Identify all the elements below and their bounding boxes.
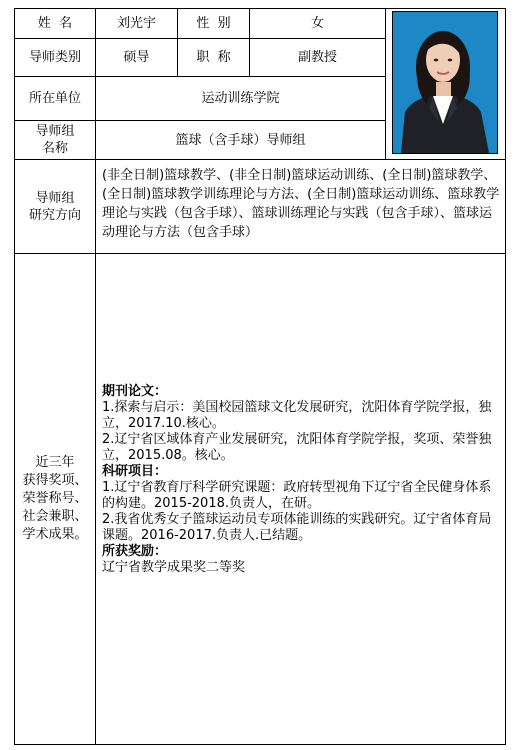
group-value	[95, 120, 386, 160]
title-value-text: 副教授	[297, 50, 337, 65]
gender-value-text: 女	[310, 16, 324, 31]
gender-label	[177, 8, 250, 39]
research-direction-value	[95, 159, 506, 254]
portrait-photo	[392, 11, 498, 154]
research-direction-label	[14, 159, 96, 254]
name-label-text: 姓 名	[37, 16, 73, 31]
award-item: 辽宁省教学成果奖二等奖	[102, 560, 246, 575]
title-label-text: 职 称	[196, 50, 231, 65]
achievements-content	[95, 253, 506, 745]
journal-paper-item: 2.辽宁省区域体育产业发展研究，沈阳体育学院学报，奖项、荣誉独立，2015.08。核心。	[102, 432, 492, 463]
gender-value	[249, 8, 386, 39]
research-projects-title: 科研项目：	[102, 464, 168, 479]
unit-label	[14, 76, 96, 121]
achievements-label	[14, 253, 96, 745]
achievements-label-line3: 荣誉称号、	[22, 491, 88, 506]
achievements-label-line4: 社会兼职、	[22, 509, 88, 524]
name-value-text: 刘光宇	[116, 16, 156, 31]
journal-papers-title: 期刊论文：	[102, 384, 168, 399]
advisor-type-value-text: 硕导	[123, 50, 150, 65]
research-direction-label-line1: 导师组	[35, 190, 75, 206]
research-direction-label-line2: 研究方向	[28, 207, 81, 223]
research-project-item: 2.我省优秀女子篮球运动员专项体能训练的实践研究。辽宁省体育局课题。2016-2017.负责人.已结题。	[102, 512, 492, 543]
gender-label-text: 性 别	[196, 16, 231, 31]
group-label-line2: 名称	[41, 141, 68, 156]
advisor-type-label	[14, 38, 96, 77]
awards-title: 所获奖励：	[102, 544, 168, 559]
research-direction-text: (非全日制)篮球教学、(非全日制)篮球运动训练、(全日制)篮球教学、(全日制)篮球教学训练理论与方法、(全日制)篮球运动训练、篮球教学理论与实践（包含手球）、篮球训练理论与实践（包含手球）、篮球运动理论与方法（包含手球）	[102, 168, 500, 240]
group-label-line1: 导师组	[35, 124, 75, 139]
achievements-label-line5: 学术成果。	[22, 527, 88, 542]
research-project-item: 1.辽宁省教育厅科学研究课题：政府转型视角下辽宁省全民健身体系的构建。2015-2018.负责人，在研。	[102, 480, 492, 511]
achievements-label-line1: 近三年	[35, 455, 75, 470]
unit-value-text: 运动训练学院	[201, 91, 280, 106]
journal-paper-item: 1.探索与启示：美国校园篮球文化发展研究，沈阳体育学院学报，独立，2017.10.核心。	[102, 400, 492, 431]
unit-label-text: 所在单位	[28, 91, 81, 106]
achievements-label-line2: 获得奖项、	[22, 473, 88, 488]
advisor-type-label-text: 导师类别	[28, 50, 81, 65]
name-value	[95, 8, 178, 39]
title-value	[249, 38, 386, 77]
unit-value	[95, 76, 386, 121]
portrait-icon	[393, 12, 497, 153]
advisor-type-value	[95, 38, 178, 77]
group-label	[14, 120, 96, 160]
title-label	[177, 38, 250, 77]
group-value-text: 篮球（含手球）导师组	[175, 132, 306, 148]
name-label	[14, 8, 96, 39]
